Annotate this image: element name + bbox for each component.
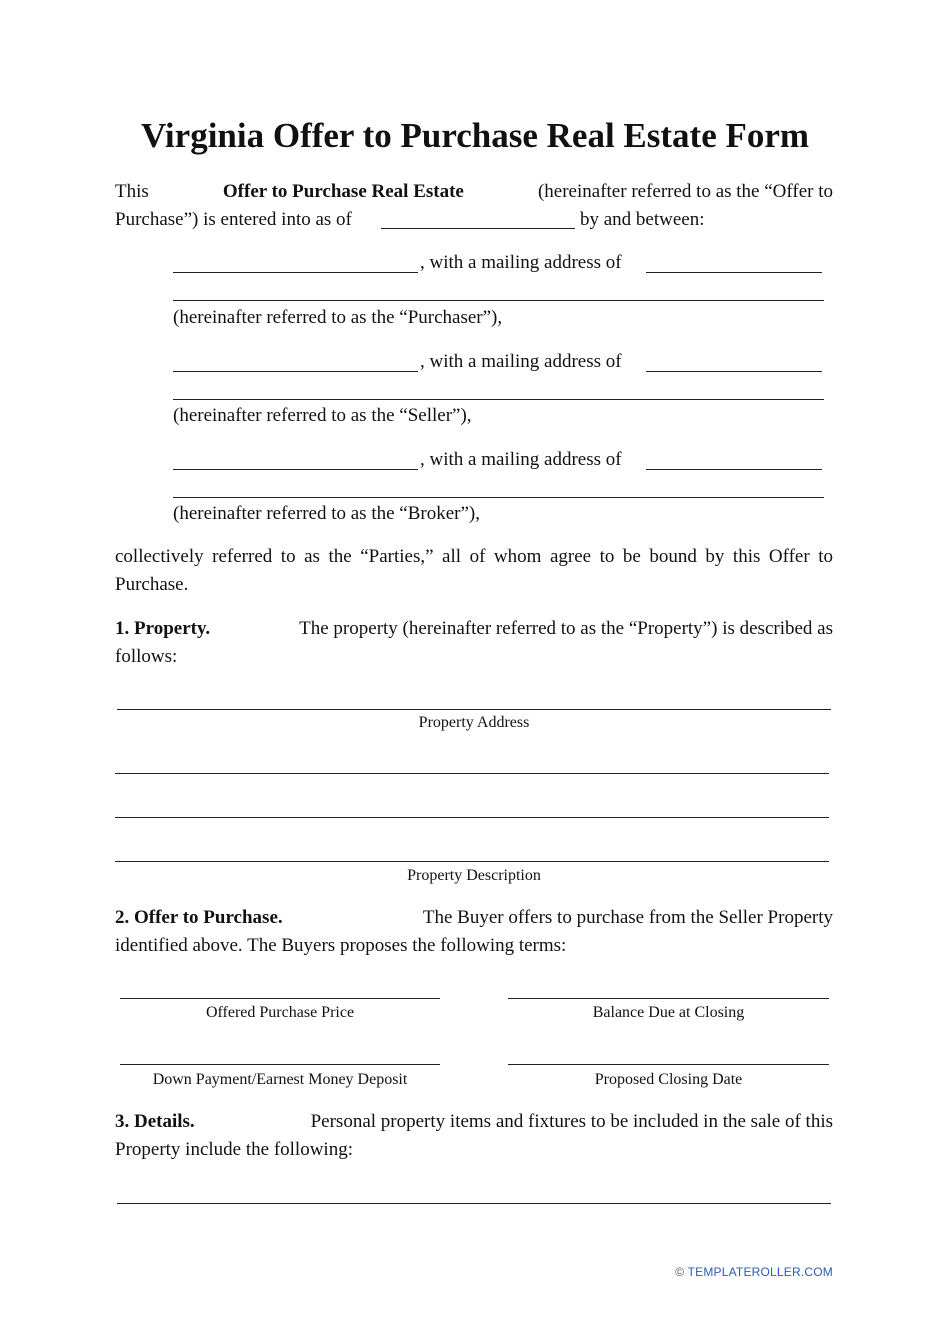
balance-due-field[interactable] bbox=[508, 998, 829, 999]
details-field[interactable] bbox=[117, 1203, 831, 1204]
property-address-field[interactable] bbox=[117, 709, 831, 710]
down-payment-field[interactable] bbox=[120, 1064, 440, 1065]
property-description-field-2[interactable] bbox=[115, 817, 829, 818]
balance-due-caption: Balance Due at Closing bbox=[592, 1004, 745, 1021]
section-2-heading: 2. Offer to Purchase. bbox=[115, 907, 283, 928]
seller-name-field[interactable] bbox=[173, 371, 418, 372]
page-title: Virginia Offer to Purchase Real Estate Form bbox=[140, 116, 810, 155]
property-description-field-1[interactable] bbox=[115, 773, 829, 774]
section-1-text: The property (hereinafter referred to as the “Property”) is described as bbox=[299, 618, 833, 639]
offered-price-field[interactable] bbox=[120, 998, 440, 999]
purchaser-address-field-2[interactable] bbox=[173, 300, 824, 301]
collectively-line-2: Purchase. bbox=[115, 574, 189, 595]
date-field[interactable] bbox=[381, 228, 575, 229]
closing-date-caption: Proposed Closing Date bbox=[594, 1071, 743, 1088]
intro-line-2-end: by and between: bbox=[580, 209, 705, 230]
intro-this: This bbox=[115, 181, 149, 202]
seller-address-field-2[interactable] bbox=[173, 399, 824, 400]
seller-address-field-1[interactable] bbox=[646, 371, 822, 372]
purchaser-ref: (hereinafter referred to as the “Purchaser”), bbox=[173, 307, 503, 328]
intro-bold-title: Offer to Purchase Real Estate bbox=[222, 181, 464, 202]
copyright-symbol: © bbox=[675, 1265, 685, 1279]
section-2-line-1 bbox=[115, 904, 833, 932]
section-3-line-2: Property include the following: bbox=[115, 1139, 353, 1160]
section-3-heading: 3. Details. bbox=[115, 1111, 195, 1132]
purchaser-address-field-1[interactable] bbox=[646, 272, 822, 273]
section-3-line-1 bbox=[115, 1108, 833, 1136]
closing-date-field[interactable] bbox=[508, 1064, 829, 1065]
property-description-caption: Property Description bbox=[407, 867, 541, 884]
seller-mailing-label: , with a mailing address of bbox=[420, 351, 622, 372]
intro-line-1 bbox=[115, 178, 833, 206]
section-3-text: Personal property items and fixtures to be included in the sale of this bbox=[310, 1111, 833, 1132]
property-address-caption: Property Address bbox=[418, 714, 530, 731]
section-1-line-2: follows: bbox=[115, 646, 178, 667]
purchaser-mailing-label: , with a mailing address of bbox=[420, 252, 622, 273]
section-2-text: The Buyer offers to purchase from the Seller Property bbox=[422, 907, 833, 928]
broker-address-field-2[interactable] bbox=[173, 497, 824, 498]
section-1-line-1 bbox=[115, 615, 833, 643]
seller-ref: (hereinafter referred to as the “Seller”), bbox=[173, 405, 472, 426]
section-2-line-2: identified above. The Buyers proposes the following terms: bbox=[115, 935, 567, 956]
down-payment-caption: Down Payment/Earnest Money Deposit bbox=[152, 1071, 408, 1088]
broker-ref: (hereinafter referred to as the “Broker”), bbox=[173, 503, 480, 524]
purchaser-name-field[interactable] bbox=[173, 272, 418, 273]
offered-price-caption: Offered Purchase Price bbox=[205, 1004, 355, 1021]
property-description-field-3[interactable] bbox=[115, 861, 829, 862]
footer-brand-link[interactable]: TEMPLATEROLLER.COM bbox=[687, 1265, 833, 1279]
collectively-line-1: collectively referred to as the “Parties,” all of whom agree to be bound by this Offer to bbox=[115, 546, 833, 567]
footer-brand[interactable] bbox=[675, 1265, 833, 1279]
broker-name-field[interactable] bbox=[173, 469, 418, 470]
broker-mailing-label: , with a mailing address of bbox=[420, 449, 622, 470]
intro-rest: (hereinafter referred to as the “Offer to bbox=[537, 181, 833, 202]
broker-address-field-1[interactable] bbox=[646, 469, 822, 470]
section-1-heading: 1. Property. bbox=[115, 618, 211, 639]
intro-line-2-start: Purchase”) is entered into as of bbox=[115, 209, 352, 230]
